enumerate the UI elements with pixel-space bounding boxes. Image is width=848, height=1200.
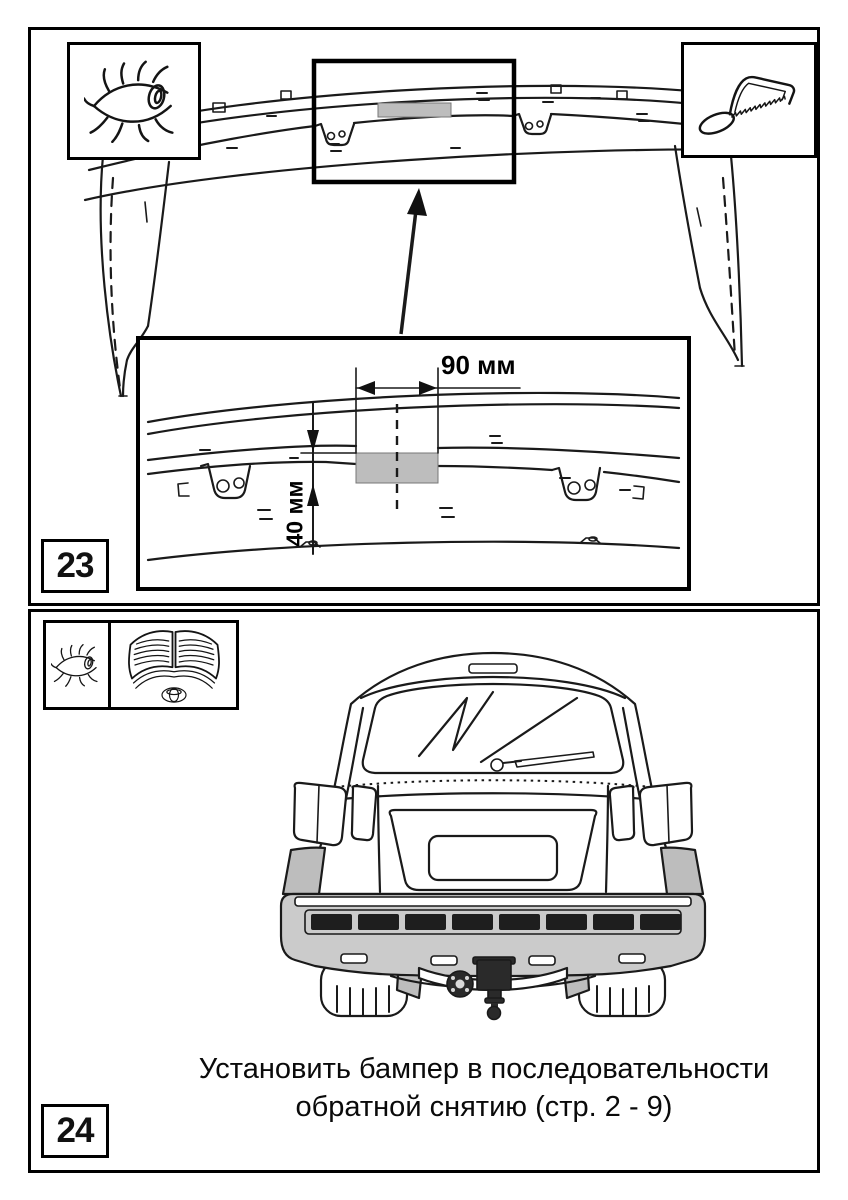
step-number-badge-24 bbox=[41, 1104, 109, 1158]
third-brake-light bbox=[469, 664, 517, 673]
caption-line-2: обратной снятию (стр. 2 - 9) bbox=[295, 1091, 673, 1123]
inspect-manual-icon-box bbox=[43, 620, 239, 710]
inspect-step-icon-box bbox=[67, 42, 201, 160]
step-23-panel bbox=[28, 27, 820, 606]
cut-step-icon-box bbox=[681, 42, 817, 158]
eye-icon bbox=[51, 642, 103, 688]
vehicle-rear-view-drawing bbox=[271, 640, 715, 1022]
manual-icon-cell bbox=[108, 623, 236, 707]
toyota-logo-icon bbox=[162, 688, 186, 702]
inspect-icon-cell bbox=[46, 623, 108, 707]
cutout-detail-drawing bbox=[140, 340, 687, 587]
cutout-detail-box bbox=[136, 336, 691, 591]
manual-book-icon bbox=[116, 623, 232, 707]
step-number-badge-23 bbox=[41, 539, 109, 593]
license-plate bbox=[429, 836, 557, 880]
tow-ball bbox=[488, 1007, 501, 1020]
step-caption bbox=[151, 1050, 817, 1126]
hacksaw-icon bbox=[694, 54, 804, 146]
step-24-panel bbox=[28, 609, 820, 1173]
cut-height-dimension-label: 40 мм bbox=[281, 480, 308, 547]
eye-icon bbox=[84, 59, 184, 143]
step-number-24: 24 bbox=[56, 1111, 94, 1150]
step-number-23: 23 bbox=[56, 546, 94, 585]
caption-line-1: Установить бампер в последовательности bbox=[198, 1053, 770, 1085]
cut-width-dimension-label: 90 мм bbox=[441, 350, 516, 380]
